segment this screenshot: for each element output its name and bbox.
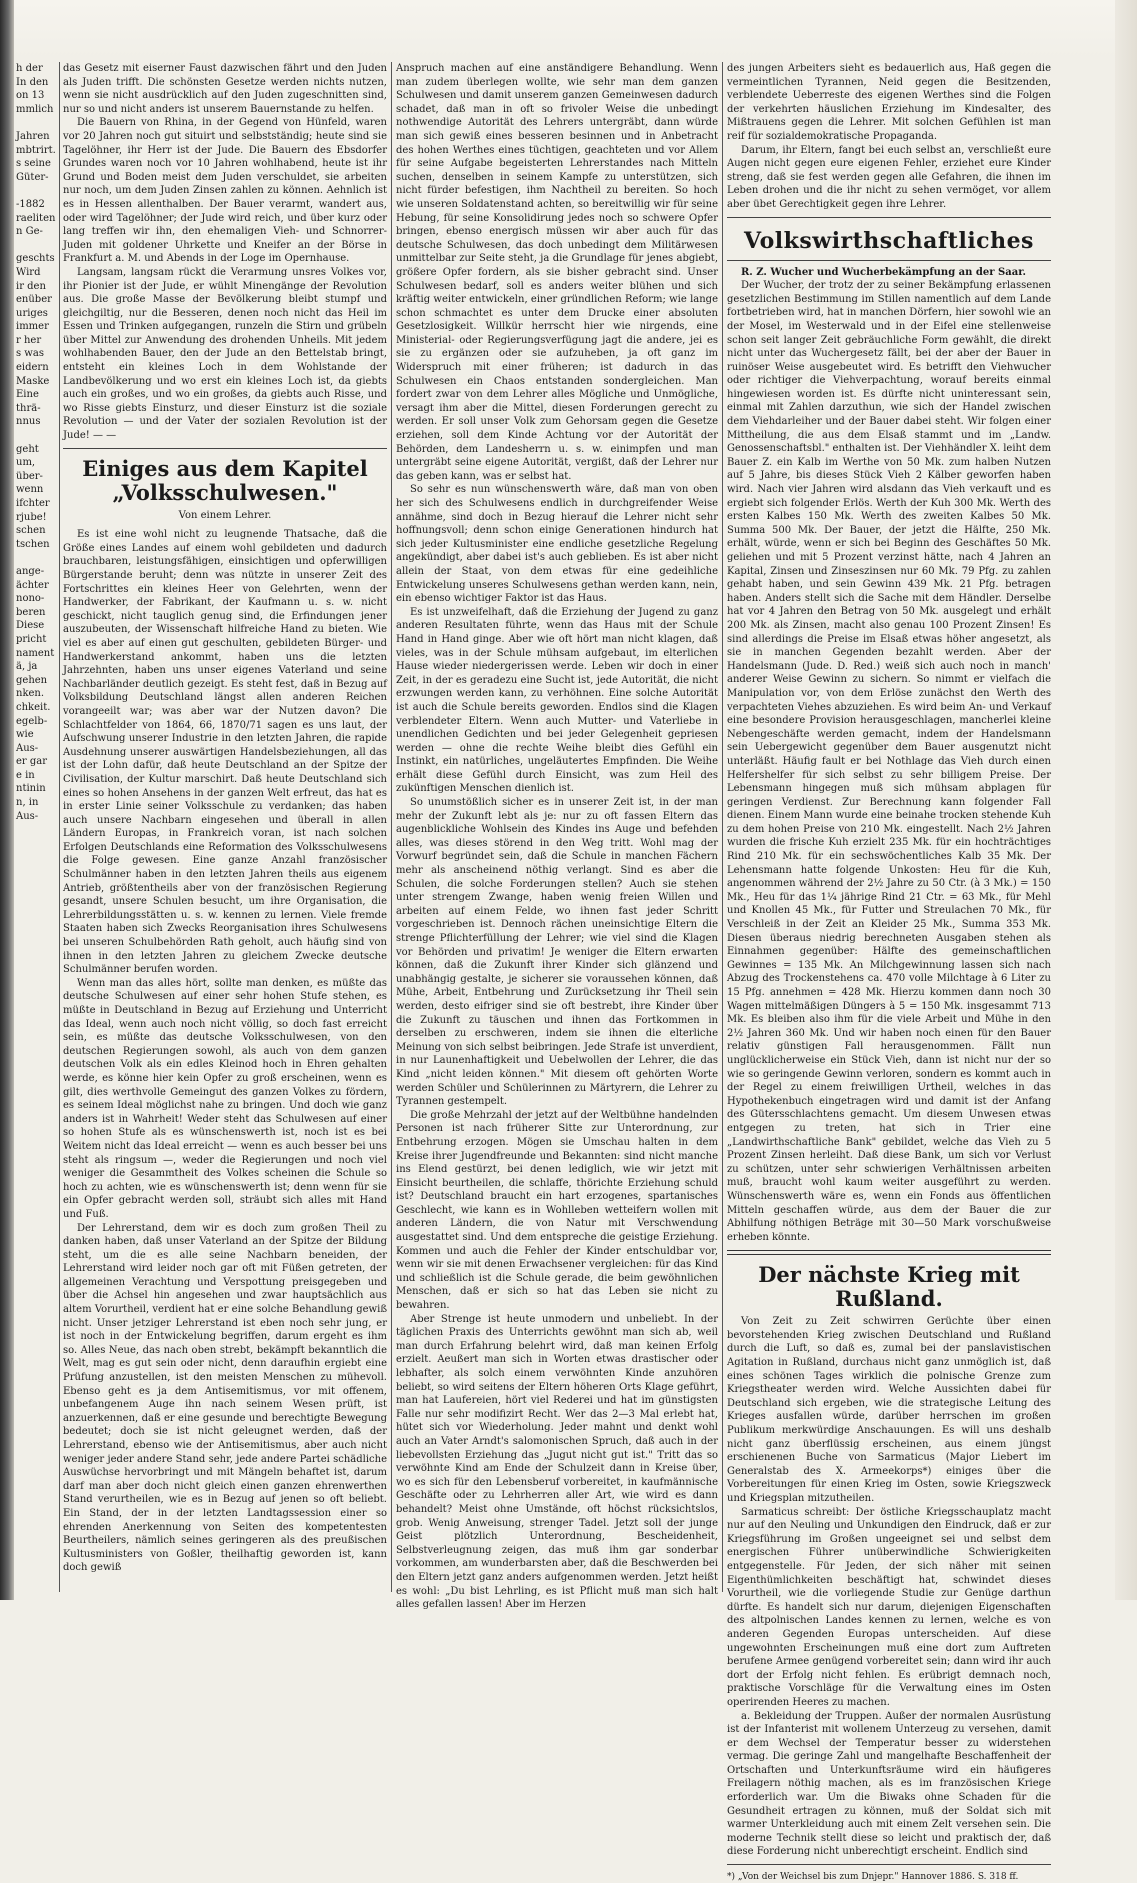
edge-fragment: Eine [16, 389, 39, 401]
edge-fragment: ange- [16, 565, 45, 577]
article-byline: Von einem Lehrer. [178, 509, 272, 521]
paragraph: a. Bekleidung der Truppen. Außer der normalen Ausrüstung ist der Infanterist mit wollenem Unterzeug zu versehen, damit er dem Wechsel der Temperatur besser zu widerstehen vermag. Die geringe Zahl und mangelhafte Beschaffenheit der Ortschaften und Unterkunftsräume wird ein häufigeres Freilagern nöthig machen, als es im französischen Kriege erforderlich war. Um die Biwaks ohne Schaden für die Gesundheit ertragen zu können, muß der Soldat sich mit warmer Unterkleidung auch mit einem Zelt versehen sein. Die moderne Technik stellt diese so leicht und praktisch der, daß diese Forderung nicht unberechtigt erscheint. Endlich sind [727, 1710, 1051, 1858]
paragraph: Der Wucher, der trotz der zu seiner Bekämpfung erlassenen gesetzlichen Bestimmung im Stillen namentlich auf dem Lande fortbetrieben wird, hat in manchen Dörfern, hier sowohl wie an der Mosel, im Westerwald und in der Eifel eine stellenweise schon seit langer Zeit gebräuchliche Form gewählt, die direkt nicht unter das Wuchergesetz fällt, bei der aber der Bauer in ruinöser Weise ausgebeutet wird. Es betrifft den Viehwucher oder richtiger die Viehverpachtung, worauf bereits einmal hingewiesen worden ist. Es dürfte nicht uninteressant sein, einmal mit Zahlen darzuthun, wie sich der Handel zwischen dem Viehdarleiher und der Bauer dabei steht. Wir folgen einer Mittheilung, die aus dem Elsaß stammt und im „Landw. Genossenschaftsbl." enthalten ist. Der Viehhändler X. leiht dem Bauer Z. ein Kalb im Werthe von 50 Mk. zum halben Nutzen auf 5 Jahre, bis dieses Stück Vieh 2 Kälber geworfen haben wird. Nach vier Jahren wird alsdann das Vieh verkauft und es ergiebt sich folgender Erlös. Werth der Kuh 300 Mk. Werth des ersten Kalbes 150 Mk. Werth des zweiten Kalbes 50 Mk. Summa 500 Mk. Der Bauer, der jetzt die Hälfte, 250 Mk. erhält, würde, wenn er sich bei Beginn des Geschäftes 50 Mk. geliehen und mit 5 Prozent verzinst hätte, nach 4 Jahren an Kapital, Zinsen und Zinseszinsen nur 60 Mk. 79 Pfg. zu zahlen gehabt haben, und sein Gewinn 439 Mk. 21 Pfg. betragen haben. Anders stellt sich die Sache mit dem Händler. Derselbe hat vor 4 Jahren den Betrag von 50 Mk. ausgelegt und erhält 200 Mk. als Zinsen, macht also genau 100 Prozent Zinsen! Es sind allerdings die Preise im Elsaß etwas höher angesetzt, als sie in manchen Gegenden bezahlt werden. Aber der Handelsmann (Jude. D. Red.) weiß sich auch noch in manch' anderer Weise Gewinn zu sichern. So nimmt er vielfach die Manipulation vor, von dem Erlöse zunächst den Werth des verpachteten Viehes abzuziehen. Es wird beim An- und Verkauf eine besondere Provision herausgeschlagen, mancherlei kleine Nebengeschäfte werden gemacht, indem der Handelsmann sein Uebergewicht gegenüber dem Bauer ausgenutzt nicht unterläßt. Häufig fault er bei Nothlage das Vieh durch einen Helfershelfer für sich selbst zu sehr billigem Preise. Der Lebensmann hingegen muß sich mühsam abplagen für geringen Verdienst. Zur Berechnung kann folgender Fall dienen. Einem Mann wurde eine beinahe trocken stehende Kuh zu dem hohen Preise von 210 Mk. eingestellt. Nach 2½ Jahren wurden die frische Kuh erzielt 235 Mk. für ein hochträchtiges Rind 210 Mk. für ein sechswöchentliches Kalb 35 Mk. Der Lehensmann hatte folgende Unkosten: Heu für die Kuh, angenommen während der 2½ Jahre zu 50 Ctr. (à 3 Mk.) = 150 Mk., Heu für das 1¼ jährige Rind 21 Ctr. = 63 Mk., für Mehl und Knollen 45 Mk., für Futter und Streulachen 70 Mk., für Verschleiß in der Zeit an Kleider 25 Mk., Summa 353 Mk. Diesen überaus niedrig berechneten Ausgaben stehen als Einnahmen gegenüber: Hälfte des gemeinschaftlichen Gewinnes = 135 Mk. An Milchgewinnung lassen sich nach Abzug des Trockenstehens ca. 470 volle Milchtage à 6 Liter zu 15 Pfg. annehmen = 428 Mk. Hierzu kommen dann noch 30 Wagen mittelmäßigen Düngers à 5 = 150 Mk. insgesammt 713 Mk. Es bleiben also ihm für die viele Arbeit und Mühe in den 2½ Jahren 360 Mk. Und wir haben noch einen für den Bauer relativ günstigen Fall herausgenommen. Fällt nun unglücklicherweise ein Stück Vieh, dann ist nicht nur der so wie so geringende Gewinn verloren, sondern es kommt auch in der Regel zu einem freiwilligen Urtheil, welches in das Hypothekenbuch eingetragen wird und damit ist der Anfang des Gütersschlachtens gemacht. Um diesem Unwesen etwas entgegen zu treten, hat sich in Trier eine „Landwirthschaftliche Bank" gebildet, welche das Vieh zu 5 Prozent Zinsen herleiht. Daß diese Bank, um sich vor Verlust zu schützen, unter sehr schwierigen Verhältnissen arbeiten muß, braucht wohl kaum weiter ausgeführt zu werden. Wünschenswerth wäre es, wenn ein Fonds aus öffentlichen Mitteln geschaffen würde, aus dem der Bauer die zur Abhilfung nöthigen Beträge mit 30—50 Mark vorschußweise erheben könnte. [727, 280, 1051, 1243]
paragraph: So unumstößlich sicher es in unserer Zeit ist, in der man mehr der Zukunft lebt als je: nur zu oft fassen Eltern das augenblickliche Wohlsein des Kindes ins Auge und befehden alles, was dieses störend in den Weg tritt. Wohl mag der Vorwurf begründet sein, daß die Schule in manchen Fächern mehr als anscheinend nöthig verlangt. Sind es aber die Schulen, die solche Forderungen stellen? Auch sie stehen unter strengem Zwange, haben wenig freien Willen und arbeiten auf einem Felde, wo ihnen fast jeder Schritt vorgeschrieben ist. Dennoch rächen uneinsichtige Eltern die strenge Pflichterfüllung der Lehrer; wie viel sind die Klagen vor Behörden und privatim! Je weniger die Eltern erwarten können, daß die Zukunft ihrer Kinder sich glänzend und unabhängig gestalte, je sicherer sie voraussehen können, daß Mühe, Arbeit, Entbehrung und Zurücksetzung ihr Theil sein werden, desto eifriger sind sie oft bestrebt, ihre Kinder über die Zukunft zu täuschen und ihnen das Fortkommen in derselben zu erschweren, indem sie ihnen die elterliche Meinung von sich selbst beibringen. Jede Strafe ist unverdient, in nur Launenhaftigkeit und Uebelwollen der Lehrer, die das Kind „nicht leiden können." Mit diesem oft gehörten Worte werden Schüler und Schülerinnen zu Märtyrern, die Lehrer zu Tyrannen gestempelt. [396, 797, 718, 1108]
article-lead: R. Z. Wucher und Wucherbekämpfung an der Saar. [741, 266, 1027, 278]
edge-fragment: ntinin [16, 783, 46, 795]
edge-fragment [16, 823, 56, 837]
paragraph: Die große Mehrzahl der jetzt auf der Weltbühne handelnden Personen ist nach früherer Sitte zur Unterordnung, zur Entbehrung erzogen. Mögen sie Umschau halten in dem Kreise ihrer Jugendfreunde und Bekannten: sind nicht manche ins Elend gestürzt, bei denen lediglich, wie wir jetzt mit Einsicht beurtheilen, die schlaffe, thörichte Erziehung schuld ist? Deutschland braucht ein hart erzogenes, spartanisches Geschlecht, wie kann es in Wohlleben wetteifern wollen mit anderen Ländern, die von Natur mit Verschwendung ausgestattet sind. Und dem entspreche die geistige Erziehung. Kommen und auch die Fehler der Kinder entschuldbar vor, wenn wir sie mit denen Erwachsener vergleichen: für das Kind und schließlich ist die Schule gerade, die beim gewöhnlichen Menschen, daß er sich so hat das Leben sie nicht zu bewahren. [396, 1109, 718, 1312]
paragraph: Aber Strenge ist heute unmodern und unbeliebt. In der täglichen Praxis des Unterrichts gewöhnt man sich ab, weil man durch Erfahrung belehrt wird, daß man keinen Erfolg erzielt. Aeußert man sich in Worten etwas drastischer oder lebhafter, als solch einem verwöhnten Kinde anzuhören beliebt, so wird seitens der Eltern höheren Orts Klage geführt, man hat Laufereien, hört viel Rederei und hat im günstigsten Falle nur sehr modifizirt Recht. Wer das 2—3 Mal erlebt hat, hütet sich vor Wiederholung. Jeder mahnt und denkt wohl auch an Vater Arndt's salomonischen Spruch, daß auch in der liebevollsten Erziehung das „Jugut nicht gut ist." Tritt das so verwöhnte Kind am Ende der Schulzeit dann in Kreise über, wo es sich für den Lebensberuf vorbereitet, in kaufmännische Geschäfte oder zu Lehrherren aller Art, wie wird es dann behandelt? Meist ohne Umstände, oft höchst rücksichtslos, grob. Wenig Anweisung, strenger Tadel. Jetzt soll der junge Geist plötzlich Unterordnung, Bescheidenheit, Selbstverleugnung zeigen, das muß ihm gar sonderbar vorkommen, am wunderbarsten aber, daß die Beschwerden bei den Eltern jetzt ganz anders aufgenommen werden. Jetzt heißt es wohl: „Du bist Lehrling, es ist Pflicht muß man sich halt alles gefallen lassen! Aber im Herzen [396, 1313, 718, 1611]
edge-fragment: immer [16, 321, 49, 333]
edge-fragment: In den [16, 76, 49, 88]
edge-fragment: um, [16, 457, 36, 469]
edge-fragment: nono- [16, 593, 45, 605]
double-divider [727, 1250, 1051, 1255]
footnote: *) „Von der Weichsel bis zum Dnjepr." Hannover 1886. S. 318 ff. [727, 1872, 1019, 1883]
edge-fragment: uriges [16, 307, 48, 319]
divider [727, 1864, 1051, 1865]
paragraph: Langsam, langsam rückt die Verarmung unsres Volkes vor, ihr Pionier ist der Jude, er wühlt Minengänge der Revolution aus. Die große Masse der Bevölkerung bleibt stumpf und gleichgiltig, nur die Besseren, denen noch nicht das Heil im Essen und Trinken aufgegangen, runzeln die Stirn und grübeln über Mittel zur Anwendung des drohenden Unheils. Mit jedem wohlhabenden Bauer, den der Jude an den Bettelstab bringt, entsteht ein kleines Loch in dem Wohlstande der Landbevölkerung und wo erst ein kleines Loch ist, da giebts auch ein großes, und wo ein großes, da giebts auch Risse, und wo Risse giebts Einsturz, und dieser Einsturz ist die soziale Revolution — und der Vater der sozialen Revolution ist der Jude! — — [63, 266, 387, 442]
edge-fragment [16, 116, 56, 130]
edge-fragment [16, 184, 56, 198]
divider [727, 260, 1051, 261]
column-3 [727, 62, 1051, 1883]
edge-fragment: geht [16, 443, 39, 455]
edge-fragment: ifchter [16, 498, 50, 509]
edge-fragment: pricht [16, 633, 47, 645]
edge-fragment: schen [16, 525, 46, 537]
page-top-margin [0, 0, 1137, 58]
paragraph: Darum, ihr Eltern, fangt bei euch selbst an, verschließt eure Augen nicht gegen eure eigenen Fehler, erziehet eure Kinder streng, daß sie fest werden gegen alle Gefahren, die ihnen im Leben drohen und die ihr nicht zu sehen vermöget, vor allem aber übet Gerechtigkeit gegen ihre Lehrer. [727, 144, 1051, 210]
edge-fragment: Jahren [16, 130, 50, 142]
paragraph: Es ist eine wohl nicht zu leugnende Thatsache, daß die Größe eines Landes auf einem wohl gebildeten und dadurch brauchbaren, leistungsfähigen, einsichtigen und opferwilligen Bürgerstande beruht; denn was nützte in unserer Zeit des Fortschrittes ein kleines Heer von Gelehrten, wenn der Handwerker, der Fabrikant, der Kaufmann u. s. w. nicht geschickt, nicht tauglich genug sind, die Erfindungen jener auszubeuten, der Wissenschaft hilfreiche Hand zu bieten. Wie viel es aber auf einen gut geschulten, gebildeten Bürger- und Handwerkerstand ankommt, haben uns die letzten Jahrzehnten, haben uns unser eigenes Vaterland und seine Nachbarländer deutlich gezeigt. Es steht fest, daß in Bezug auf Volksbildung Deutschland längst allen anderen Reichen vorangeeilt war; was aber war der Nutzen davon? Die Schlachtfelder von 1864, 66, 1870/71 sagen es uns laut, der Aufschwung unserer Industrie in den letzten Jahren, die rapide Ausdehnung unserer auswärtigen Handelsbeziehungen, all das ist der Lohn dafür, daß heute Deutschland an der Spitze der Civilisation, der Kultur marschirt. Daß heute Deutschland sich eines so hohen Ansehens in der ganzen Welt erfreut, das hat es in erster Linie seiner Volksschule zu verdanken; das haben auch unsere Nachbarn eingesehen und überall in allen Ländern Europas, in Frankreich voran, ist nach solchen Erfolgen Deutschlands eine Reformation des Volksschulwesens die Folge gewesen. Eine ganze Anzahl französischer Schulmänner haben in den letzten Jahren theils aus eigenem Antrieb, größtentheils aber von der französischen Regierung gesandt, unsere Schulen besucht, um ihre Organisation, die Lehrerbildungsstätten u. s. w. kennen zu lernen. Viele fremde Staaten haben sich Zwecks Reorganisation ihres Schulwesens bei unseren Schulbehörden Rath geholt, auch häufig sind von ihnen in den letzten Jahren zu gleichem Zwecke deutsche Schulmänner berufen worden. [63, 529, 387, 976]
edge-fragment: nken. [16, 688, 45, 700]
edge-fragment: enüber [16, 294, 52, 306]
paragraph: Sarmaticus schreibt: Der östliche Kriegsschauplatz macht nur auf den Neuling und Unkundigen den Eindruck, daß er zur Kriegsführung im Großen ungeeignet sei und selbst dem energischen Führer unüberwindliche Schwierigkeiten entgegenstelle. Für Jeden, der sich näher mit seinen Eigenthümlichkeiten beschäftigt hat, schwindet dieses Vorurtheil, wie die vorliegende Studie zur Genüge darthun dürfte. Es handelt sich nur darum, diejenigen Eigenschaften des altpolnischen Landes kennen zu lernen, welche es von anderen Gegenden Europas unterscheiden. Auf diese ungewohnten Erscheinungen muß eine dort zum Auftreten berufene Armee genügend vorbereitet sein; dann wird ihr auch dort der Erfolg nicht fehlen. Es erübrigt demnach noch, praktische Vorschläge für die Verwaltung eines im Osten operirenden Heeres zu machen. [727, 1506, 1051, 1708]
section-title-volkswirthschaftliches: Volkswirthschaftliches [744, 227, 1034, 254]
divider [63, 448, 387, 449]
edge-fragment: nnus [16, 416, 41, 428]
edge-fragment: thrä- [16, 402, 41, 414]
edge-fragment: n Ge- [16, 226, 43, 238]
edge-fragment [16, 239, 56, 253]
paragraph: das Gesetz mit eiserner Faust dazwischen fährt und den Juden als Juden trifft. Die schönsten Gesetze werden nichts nutzen, wenn sie nicht ausdrücklich auf den Juden zugeschnitten sind, nur so und nicht anders ist unserem Bauernstande zu helfen. [63, 63, 387, 115]
edge-fragment: r her [16, 334, 42, 346]
paragraph: des jungen Arbeiters sieht es bedauerlich aus, Haß gegen die vermeintlichen Tyrannen, Neid gegen die Besitzenden, verblendete Ueberreste des eigenen Werthes sind die Folgen der verkehrten häuslichen Erziehung im Kindesalter, des Mißtrauens gegen die Lehrer. Mit solchen Gefühlen ist man reif für sozialdemokratische Propaganda. [727, 63, 1051, 142]
edge-fragment: ächter [16, 579, 49, 591]
edge-fragment: wie [16, 729, 34, 741]
edge-fragment: s seine [16, 158, 51, 170]
edge-fragment: ä, ja [16, 661, 38, 673]
edge-fragment: chkeit. [16, 701, 51, 713]
edge-fragment: mbtrirt. [16, 144, 56, 156]
edge-fragment: geschts [16, 253, 55, 265]
binding-edge [0, 0, 14, 1600]
edge-fragment: wenn [16, 484, 44, 496]
edge-fragment: s was [16, 348, 44, 360]
column-rule [722, 62, 723, 1592]
edge-fragment: Güter- [16, 171, 49, 183]
edge-fragment: eidern [16, 362, 49, 374]
edge-fragment: -1882 [16, 198, 45, 210]
divider [727, 217, 1051, 218]
paragraph: Die Bauern von Rhina, in der Gegend von Hünfeld, waren vor 20 Jahren noch gut situirt und selbstständig; heute sind sie Tagelöhner, ihr Herr ist der Jude. Die Bauern des Ebsdorfer Grundes waren noch vor 10 Jahren wohlhabend, heute ist ihr Grund und Boden meist dem Juden verschuldet, sie arbeiten nur noch, um dem Juden Zinsen zahlen zu können. Aehnlich ist es in Hessen allenthalben. Der Bauer verarmt, wandert aus, oder wird Tagelöhner; der Jude wird reich, und über kurz oder lang treffen wir ihn, den ehemaligen Vieh- und Schnorrer-Juden mit goldener Uhrkette und Kneifer an der Börse in Frankfurt a. M. und Abends in der Loge im Opernhause. [63, 117, 387, 265]
edge-fragment: Aus- [16, 810, 39, 822]
edge-fragment: über- [16, 470, 43, 482]
edge-fragment: mmlich [16, 103, 54, 115]
edge-fragment: tschen [16, 538, 50, 550]
edge-fragment: h der [16, 63, 43, 74]
column-rule [391, 62, 392, 1592]
edge-fragment: on 13 [16, 90, 45, 102]
page-right-margin [1115, 0, 1137, 1600]
paragraph: Anspruch machen auf eine anständigere Behandlung. Wenn man zudem überlegen wollte, wie sehr man dem ganzen Schulwesen und damit unserem ganzen Gemeinwesen dadurch schadet, daß man in oft so frivoler Weise die unbedingt nothwendige Autorität des Lehrers untergräbt, dann würde man sich gewiß eines besseren besinnen und in Anbetracht des hohen Werthes eines tüchtigen, geachteten und vor Allem für seine Aufgabe begeisterten Lehrerstandes nach Mitteln suchen, denselben in seinem Kampfe zu unterstützen, sich nicht fürder befestigen, ihm Nachtheil zu bereiten. So hoch wie unseren Soldatenstand achten, so bereitwillig wir für seine Hebung, für seine Konsolidirung jedes noch so schwere Opfer bringen, ebenso energisch müssen wir aber auch für das deutsche Schulwesen, das doch unbedingt dem Militärwesen unmittelbar zur Seite steht, ja die Grundlage für jenes abgiebt, größere Opfer fordern, als sie bisher gebracht sind. Unser Schulwesen bedarf, soll es anders weiter blühen und sich kräftig weiter entwickeln, einer gründlichen Reform; wie lange schon schmachtet es unter dem Drucke einer absoluten Gesetzlosigkeit. Willkür herrscht hier wie nirgends, eine Ministerial- oder Regierungsverfügung jagt die andere, jei es sie zu ergänzen oder sie aufzuheben, ja oft ganz im Widerspruch mit einer früheren; ist dadurch in das Schulwesen ein Chaos entstanden sondergleichen. Man fordert zwar von dem Lehrer alles Mögliche und Unmögliche, versagt ihm aber die Mittel, diesen Forderungen gerecht zu werden. Er soll unser Volk zum Gehorsam gegen die Gesetze erziehen, soll dem Kinde Achtung vor der Autorität der Behörden, dem Landesherrn u. s. w. einimpfen und man untergräbt seine eigene Autorität, vergißt, daß der Lehrer nur das geben kann, was er selbst hat. [396, 63, 718, 482]
paragraph: Wenn man das alles hört, sollte man denken, es müßte das deutsche Schulwesen auf einer sehr hohen Stufe stehen, es müßte in Deutschland in Bezug auf Erziehung und Unterricht das Ideal, wenn auch noch nicht völlig, so doch fast erreicht sein, es müßte das deutsche Volksschulwesen, von den deutschen Regierungen sowohl, als auch von dem ganzen deutschen Volk als ein edles Kleinod hoch in Ehren gehalten werde, es könne hier kein Opfer zu groß erscheinen, wenn es gilt, dies werthvolle Gemeingut des ganzen Volkes zu fördern, es seinem Ideal möglichst nahe zu bringen. Und doch wie ganz anders ist in Wahrheit! Weder steht das Schulwesen auf einer so hohen Stufe als es wünschenswerth ist, noch ist es bei Weitem nicht das Ideal erreicht — wenn es auch besser bei uns steht als ringsum —, weder die Regierungen und noch viel weniger die Gesammtheit des Volkes scheinen die Schule so hoch zu achten, wie es wünschenswerth ist; denn wenn für sie ein Opfer gebracht werden soll, sträubt sich alles mit Hand und Fuß. [63, 977, 387, 1220]
article-title-volksschulwesen: Einiges aus dem Kapitel „Volksschulwesen." [82, 455, 368, 505]
edge-fragment: Wird [16, 266, 41, 278]
edge-fragment: rjube! [16, 511, 47, 523]
paragraph: Von Zeit zu Zeit schwirren Gerüchte über einen bevorstehenden Krieg zwischen Deutschland und Rußland durch die Luft, so daß es, zumal bei der panslavistischen Agitation in Rußland, durchaus nicht ganz unmöglich ist, daß eines schönen Tages wirklich die polnische Grenze zum Kriegstheater werden wird. Welche Aussichten dabei für Deutschland sich ergeben, wie die strategische Leitung des Krieges ausfallen würde, darüber herrschen im großen Publikum merkwürdige Anschauungen. Es will uns deshalb nicht ganz überflüssig erscheinen, aus einem jüngst erschienenen Buche von Sarmaticus (Major Liebert im Generalstab des X. Armeekorps*) einiges über die Vorbereitungen für einen Krieg im Osten, sowie Kriegszweck und Kriegsplan mitzutheilen. [727, 1316, 1051, 1504]
edge-fragment: Maske [16, 375, 50, 387]
edge-fragment: e in [16, 769, 35, 781]
paragraph: Es ist unzweifelhaft, daß die Erziehung der Jugend zu ganz anderen Resultaten führte, wenn das Haus mit der Schule Hand in Hand ginge. Aber wie oft hört man nicht klagen, daß vieles, was in der Schule mühsam aufgebaut, im elterlichen Hause wieder niedergerissen werde. Leben wir doch in einer Zeit, in der es geradezu eine Sucht ist, jede Autorität, die nicht erzwungen werden kann, zu verhöhnen. Eine solche Autorität ist auch die Schule bereits geworden. Endlos sind die Klagen verblendeter Eltern. Wenn auch Mutter- und Vaterliebe in unendlichen Gedichten und bei jeder Gelegenheit gepriesen werden — ohne die rechte Weihe bleibt dies Gefühl ein Instinkt, ein natürliches, ungeläutertes Empfinden. Die Weihe erhält diese Gefühl durch Einsicht, was zum Heil des zukünftigen Menschen dienlich ist. [396, 606, 718, 795]
edge-fragment: egelb- [16, 715, 48, 727]
edge-fragment [16, 551, 56, 565]
edge-fragment: beren [16, 606, 46, 618]
edge-fragment: gehen [16, 674, 48, 686]
article-title-krieg-russland: Der nächste Krieg mit Rußland. [758, 1262, 1020, 1312]
column-1 [63, 62, 387, 1592]
edge-fragment: Diese [16, 620, 45, 632]
paragraph: So sehr es nun wünschenswerth wäre, daß man von oben her sich des Schulwesens endlich in durchgreifender Weise annähme, sind doch in Bezug hierauf die Lehrer nicht sehr hoffnungsvoll; denn schon einige Generationen hindurch hat sich jeder Kultusminister eine endliche gesetzliche Regelung angekündigt, aber dabei ist's auch geblieben. Es ist aber nicht allein der Staat, von dem etwas für eine gedeihliche Entwickelung unseres Schulwesens gethan werden kann, nein, ein ebenso wichtiger Faktor ist das Haus. [396, 484, 718, 605]
edge-fragment: er gar [16, 756, 48, 768]
edge-fragment: n, in [16, 797, 39, 809]
edge-fragment: ir den [16, 280, 46, 292]
left-page-fragment-column [16, 62, 56, 837]
paragraph: Der Lehrerstand, dem wir es doch zum großen Theil zu danken haben, daß unser Vaterland an der Spitze der Bildung steht, um die es alle seine Nachbarn beneiden, der Lehrerstand wird leider noch gar oft mit Füßen getreten, der allgemeinen Verachtung und Verspottung preisgegeben und über die Achsel hin angesehen und zwar hauptsächlich aus altem Vorurtheil, verdient hat er eine solche Behandlung gewiß nicht. Unser jetziger Lehrerstand ist eben noch sehr jung, er ist noch in der Entwickelung begriffen, darum ergeht es ihm so. Alles Neue, das nach oben strebt, bekämpft bekanntlich die Welt, mag es gut sein oder nicht, denn daraufhin ergiebt eine Prüfung anzustellen, ist den meisten Menschen zu mühevoll. Ebenso geht es ja dem Antisemitismus, vor mit offenem, unbefangenem Auge ihn nach seinem Wesen prüft, ist anzuerkennen, daß er eine gesunde und berechtigte Bewegung bedeutet; doch sie ist nicht geleugnet werden, daß der Lehrerstand, ebenso wie der Antisemitismus, aber auch nicht weniger jeder andere Stand sehr, jede andere Partei schädliche Auswüchse hervorbringt und mit Mängeln behaftet ist, darum darf man aber doch nicht gleich einen ganzen ehrenwerthen Stand verurtheilen, wie es in Bezug auf jenen so oft beliebt. Ein Stand, der in der letzten Landtagssession einer so ehrenden Anerkennung von Seiten des kompetentesten Beurtheilers, nämlich seines geringeren als des preußischen Kultusministers von Goßler, theilhaftig geworden ist, kann doch gewiß [63, 1222, 387, 1574]
column-rule [59, 62, 60, 1592]
column-2 [396, 62, 718, 1611]
edge-fragment: raeliten [16, 212, 56, 224]
edge-fragment: nament [16, 647, 55, 659]
edge-fragment [16, 429, 56, 443]
edge-fragment: Aus- [16, 742, 39, 754]
